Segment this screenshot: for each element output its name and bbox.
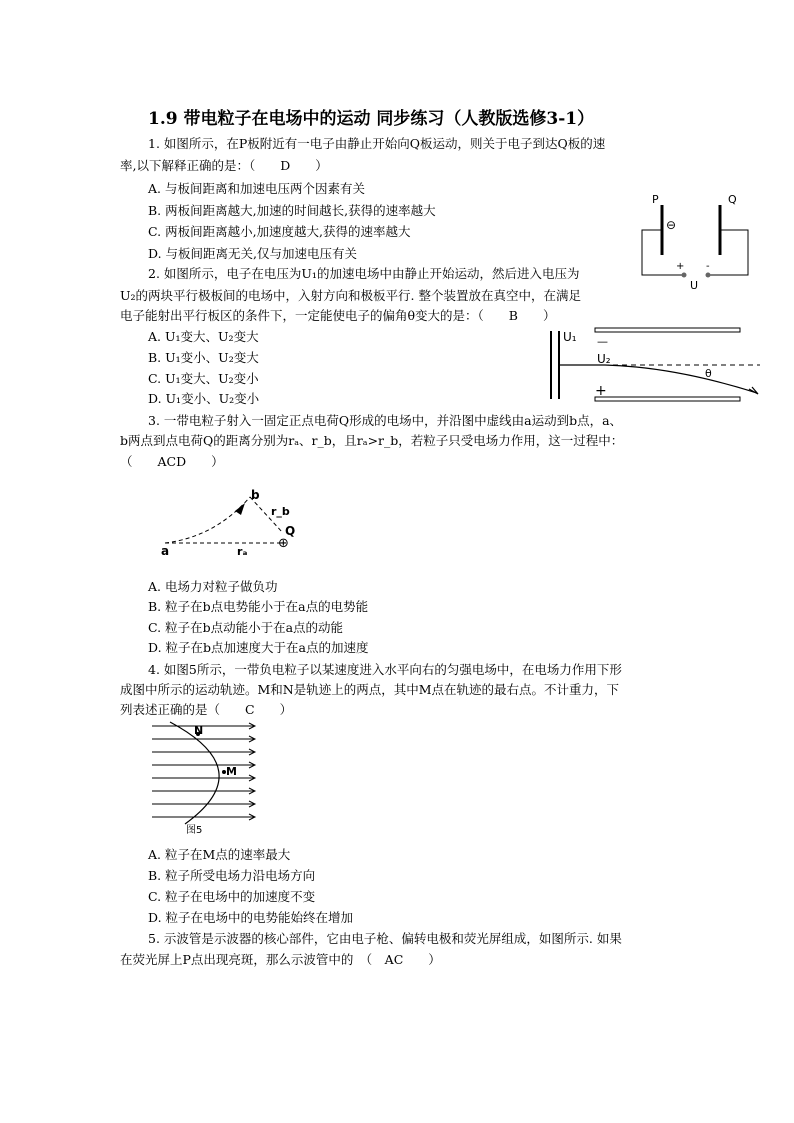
q3-option-a: A. 电场力对粒子做负功	[148, 579, 278, 594]
q2-stem-line3: 电子能射出平行板区的条件下，一定能使电子的偏角θ变大的是：（ B ）	[120, 308, 556, 323]
q3-option-c: C. 粒子在b点动能小于在a点的动能	[148, 620, 344, 635]
q4-trajectory	[170, 722, 219, 824]
q4-option-c: C. 粒子在电场中的加速度不变	[148, 889, 316, 904]
q1-label-q: Q	[728, 193, 737, 206]
q1-label-p: P	[652, 193, 659, 206]
q5-stem-line1: 5. 示波管是示波器的核心部件，它由电子枪、偏转电极和荧光屏组成，如图所示. 如果	[148, 931, 622, 946]
q2-option-a: A. U₁变大、U₂变大	[148, 329, 259, 344]
q1-terminal-minus	[706, 273, 711, 278]
q3-charge-icon: ⊕	[278, 536, 289, 551]
q3-label-rb: r_b	[271, 505, 290, 518]
q3-option-d: D. 粒子在b点加速度大于在a点的加速度	[148, 640, 369, 655]
q1-wire-right	[710, 230, 748, 275]
q4-label-m: M	[226, 765, 237, 778]
q2-option-b: B. U₁变小、U₂变大	[148, 350, 259, 365]
q1-stem-line1: 1. 如图所示，在P板附近有一电子由静止开始向Q板运动，则关于电子到达Q板的速	[148, 136, 606, 151]
q5-stem-line2: 在荧光屏上P点出现亮斑，那么示波管中的 （ AC ）	[120, 952, 441, 967]
q1-option-a: A. 与板间距离和加速电压两个因素有关	[148, 181, 365, 196]
q3-stem-line3: （ ACD ）	[120, 454, 224, 469]
q2-label-u1: U₁	[563, 330, 577, 344]
q3-arrow-icon	[235, 503, 245, 515]
q1-stem-line2: 率,以下解释正确的是：（ D ）	[120, 158, 328, 173]
q4-stem-line3: 列表述正确的是（ C ）	[120, 702, 293, 717]
q2-figure	[545, 325, 770, 405]
q2-stem-line1: 2. 如图所示，电子在电压为U₁的加速电场中由静止开始运动，然后进入电压为	[148, 266, 580, 281]
q2-top-plate	[595, 328, 740, 332]
q1-label-plus: +	[676, 261, 685, 272]
q3-figure	[155, 485, 315, 560]
q4-option-a: A. 粒子在M点的速率最大	[148, 847, 291, 862]
q1-electron-icon: ⊖	[666, 218, 677, 232]
q1-terminal-plus	[682, 273, 687, 278]
q3-option-b: B. 粒子在b点电势能小于在a点的电势能	[148, 599, 369, 614]
q4-stem-line1: 4. 如图5所示，一带负电粒子以某速度进入水平向右的匀强电场中，在电场力作用下形	[148, 662, 622, 677]
q4-caption: 图5	[186, 825, 203, 836]
q2-electron-path	[559, 365, 757, 393]
q2-label-plus: +	[595, 383, 607, 399]
q4-stem-line2: 成图中所示的运动轨迹。M和N是轨迹上的两点，其中M点在轨迹的最右点。不计重力，下	[120, 682, 620, 697]
q4-figure	[150, 722, 265, 837]
q1-option-b: B. 两板间距离越大,加速的时间越长,获得的速率越大	[148, 203, 436, 218]
q3-label-b: b	[251, 488, 260, 502]
q2-bottom-plate	[595, 397, 740, 401]
q3-label-ra: rₐ	[237, 545, 248, 558]
q3-trajectory	[165, 497, 250, 543]
q2-option-c: C. U₁变大、U₂变小	[148, 371, 259, 386]
q4-field-lines	[152, 723, 255, 820]
q2-stem-line2: U₂的两块平行极板间的电场中，入射方向和极板平行. 整个装置放在真空中，在满足	[120, 288, 581, 303]
q2-option-d: D. U₁变小、U₂变小	[148, 391, 260, 406]
q3-stem-line1: 3. 一带电粒子射入一固定正点电荷Q形成的电场中，并沿图中虚线由a运动到b点，a、	[148, 413, 623, 428]
q1-figure	[630, 185, 760, 295]
q2-label-u2: U₂	[597, 352, 611, 366]
q3-label-q: Q	[285, 524, 296, 538]
q2-label-theta: θ	[705, 367, 712, 380]
q1-option-d: D. 与板间距离无关,仅与加速电压有关	[148, 246, 357, 261]
q3-label-a: a	[161, 544, 170, 558]
q1-option-c: C. 两板间距离越小,加速度越大,获得的速率越大	[148, 224, 411, 239]
q3-stem-line2: b两点到点电荷Q的距离分别为rₐ、r_b，且rₐ>r_b，若粒子只受电场力作用，这一过程中：	[120, 433, 624, 448]
q1-label-u: U	[690, 279, 699, 292]
page-title: 1.9 带电粒子在电场中的运动 同步练习（人教版选修3-1）	[148, 109, 595, 129]
q4-option-d: D. 粒子在电场中的电势能始终在增加	[148, 910, 354, 925]
q1-label-minus: -	[706, 261, 710, 272]
q4-option-b: B. 粒子所受电场力沿电场方向	[148, 868, 316, 883]
q4-label-n: N	[194, 724, 204, 737]
q2-label-minus: —	[597, 335, 608, 348]
